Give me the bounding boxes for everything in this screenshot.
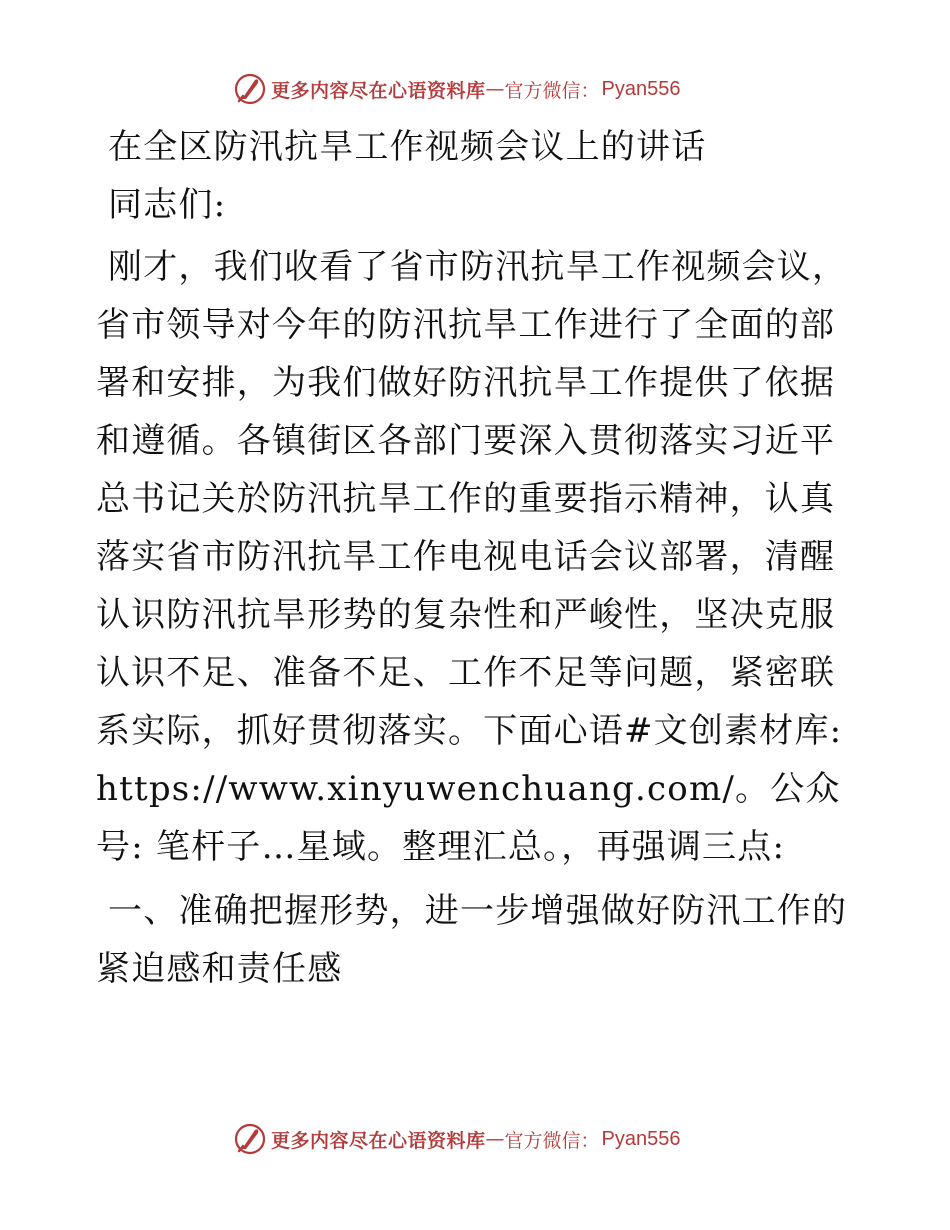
document-title: 在全区防汛抗旱工作视频会议上的讲话 xyxy=(108,127,707,167)
section-heading: 一、准确把握形势，进一步增强做好防汛工作的紧迫感和责任感 xyxy=(96,891,848,989)
quill-pen-logo-icon xyxy=(233,72,267,106)
footer-watermark-banner xyxy=(233,1122,681,1156)
banner-wechat-id: Pyan556 xyxy=(601,1127,681,1150)
greeting: 同志们: xyxy=(108,185,227,225)
body-paragraph: 刚才，我们收看了省市防汛抗旱工作视频会议，省市领导对今年的防汛抗旱工作进行了全面的部署和安排，为我们做好防汛抗旱工作提供了依据和遵循。各镇街区各部门要深入贯彻落实习近平总书记关於防汛抗旱工作的重要指示精神，认真落实省市防汛抗旱工作电视电话会议部署，清醒认识防汛抗旱形势的复杂性和严峻性，坚决克服认识不足、准备不足、工作不足等问题，紧密联系实际，抓好贯彻落实。下面心语#文创素材库: https://www.xinyuwenchuang.com/。公众号: 笔杆子…星域。整理汇总。，再强调三点: xyxy=(96,247,848,867)
document-body xyxy=(96,118,856,998)
banner-wechat-label: 官方微信： xyxy=(504,1129,600,1152)
banner-brand-text: 更多内容尽在心语资料库 xyxy=(271,1129,486,1152)
banner-brand-text: 更多内容尽在心语资料库 xyxy=(271,79,486,102)
quill-pen-logo-icon xyxy=(233,1122,267,1156)
banner-wechat-label: 官方微信： xyxy=(504,79,600,102)
header-watermark-banner xyxy=(233,72,681,106)
banner-wechat-id: Pyan556 xyxy=(601,77,681,100)
banner-separator: — xyxy=(485,78,505,100)
banner-separator: — xyxy=(485,1128,505,1150)
